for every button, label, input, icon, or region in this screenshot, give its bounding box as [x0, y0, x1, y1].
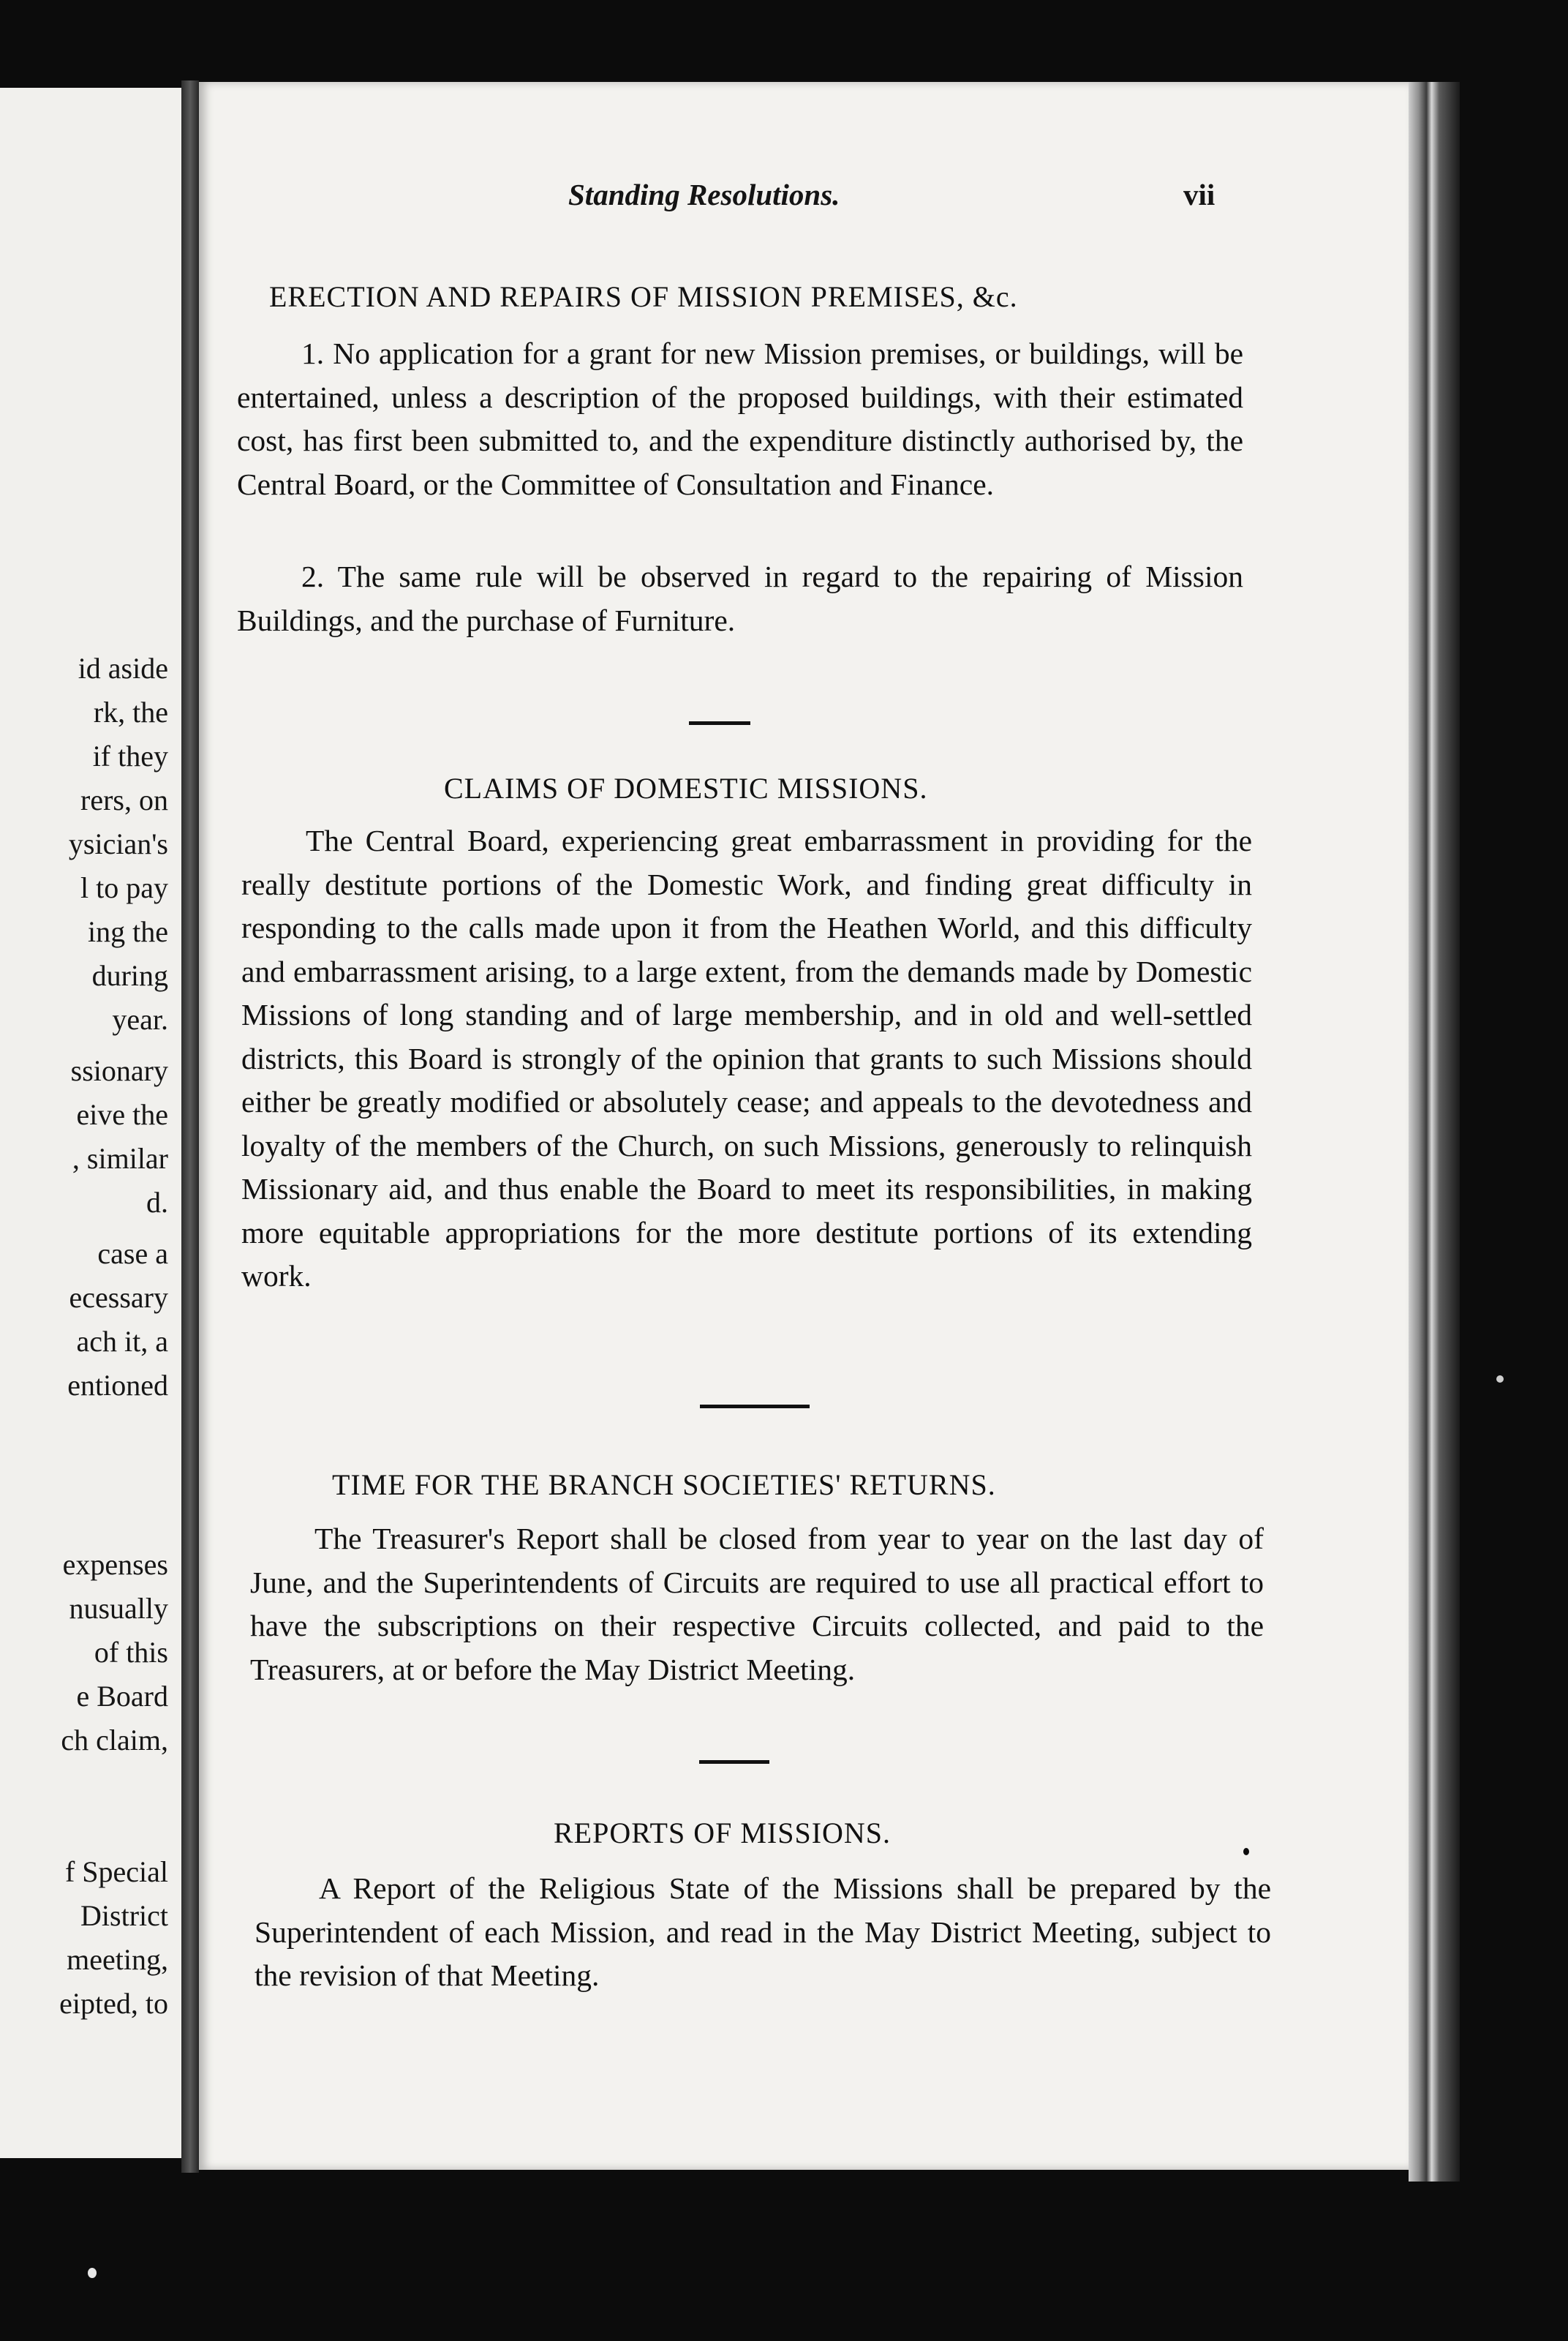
left-page-line: District [80, 1899, 168, 1932]
left-page-line: ach it, a [76, 1325, 168, 1358]
left-page-line: of this [94, 1636, 168, 1669]
left-page-line: year. [112, 1003, 168, 1036]
dust-speck [88, 2268, 97, 2278]
left-page-line: e Board [76, 1680, 168, 1713]
left-page-line: case a [97, 1237, 168, 1270]
left-page-line: , similar [72, 1142, 168, 1175]
paragraph: The Treasurer's Report shall be closed from year to year on the last day of June, and the Superintendents of Circuits are required to use all practical effort to have the subscriptions on their respective Circuits collected, and paid to the Treasurers, at or before the May District Meeting. [250, 1522, 1264, 1686]
left-page-line: eive the [76, 1098, 168, 1131]
left-page-line: ch claim, [61, 1724, 168, 1756]
paragraph: 1. No application for a grant for new Mission premises, or buildings, will be entertained, unless a description of the proposed buildings, with their estimated cost, has first been submitted to, and the expenditure distinctly authorised by, the Central Board, or the Committee of Consultation and Finance. [237, 337, 1243, 501]
left-page-line: ecessary [69, 1281, 168, 1314]
left-page-line: rers, on [80, 784, 168, 816]
left-page-line: id aside [78, 652, 168, 685]
section-divider [700, 1405, 810, 1408]
section-divider [699, 1760, 769, 1764]
left-page-line: f Special [64, 1855, 168, 1888]
page-number: vii [1183, 178, 1215, 211]
left-page-line: nusually [69, 1592, 168, 1625]
paragraph: 2. The same rule will be observed in regard to the repairing of Mission Buildings, and the purchase of Furniture. [237, 560, 1243, 637]
left-page-line: during [91, 959, 168, 992]
section-heading-domestic-missions: CLAIMS OF DOMESTIC MISSIONS. [444, 772, 928, 805]
left-page-line: d. [146, 1186, 168, 1219]
dust-speck [1496, 1375, 1504, 1383]
left-page-line: entioned [67, 1369, 168, 1402]
section-heading-erection-repairs: ERECTION AND REPAIRS OF MISSION PREMISES, &c. [269, 280, 1018, 313]
left-page-line: expenses [62, 1548, 168, 1581]
paragraph: A Report of the Religious State of the Missions shall be prepared by the Superintendent of each Mission, and read in the May District Meeting, subject to the revision of that Meeting. [255, 1871, 1271, 1992]
running-head-title: Standing Resolutions. [568, 178, 840, 211]
left-page-line: l to pay [80, 871, 168, 904]
left-page-line: ssionary [70, 1054, 168, 1087]
section-heading-branch-returns: TIME FOR THE BRANCH SOCIETIES' RETURNS. [332, 1468, 996, 1501]
left-page-line: if they [92, 740, 168, 773]
left-page-line: rk, the [93, 696, 168, 729]
book-page [199, 82, 1409, 2170]
left-facing-page [0, 88, 186, 2158]
left-page-line: ing the [88, 915, 168, 948]
paragraph: The Central Board, experiencing great embarrassment in providing for the really destitute portions of the Domestic Work, and finding great difficulty in responding to the calls made upon it from the Heathen World, and this difficulty and embarrassment arising, to a large extent, from the demands made by Domestic Missions of long standing and of large membership, and in old and well-settled districts, this Board is strongly of the opinion that grants to such Missions should either be greatly modified or absolutely cease; and appeals to the devotedness and loyalty of the members of the Church, on such Missions, generously to relinquish Missionary aid, and thus enable the Board to meet its responsibilities, in making more equitable appropriations for the more destitute portions of its extending work. [241, 824, 1252, 1293]
left-page-line: eipted, to [59, 1987, 168, 2020]
left-page-line: meeting, [67, 1943, 168, 1976]
running-head [199, 177, 1409, 221]
section-heading-reports: REPORTS OF MISSIONS. [554, 1816, 892, 1849]
left-page-line: ysician's [68, 827, 168, 860]
section-divider [689, 721, 750, 725]
page-edge [1409, 82, 1460, 2182]
book-gutter [181, 80, 199, 2173]
dust-speck [1243, 1848, 1249, 1855]
